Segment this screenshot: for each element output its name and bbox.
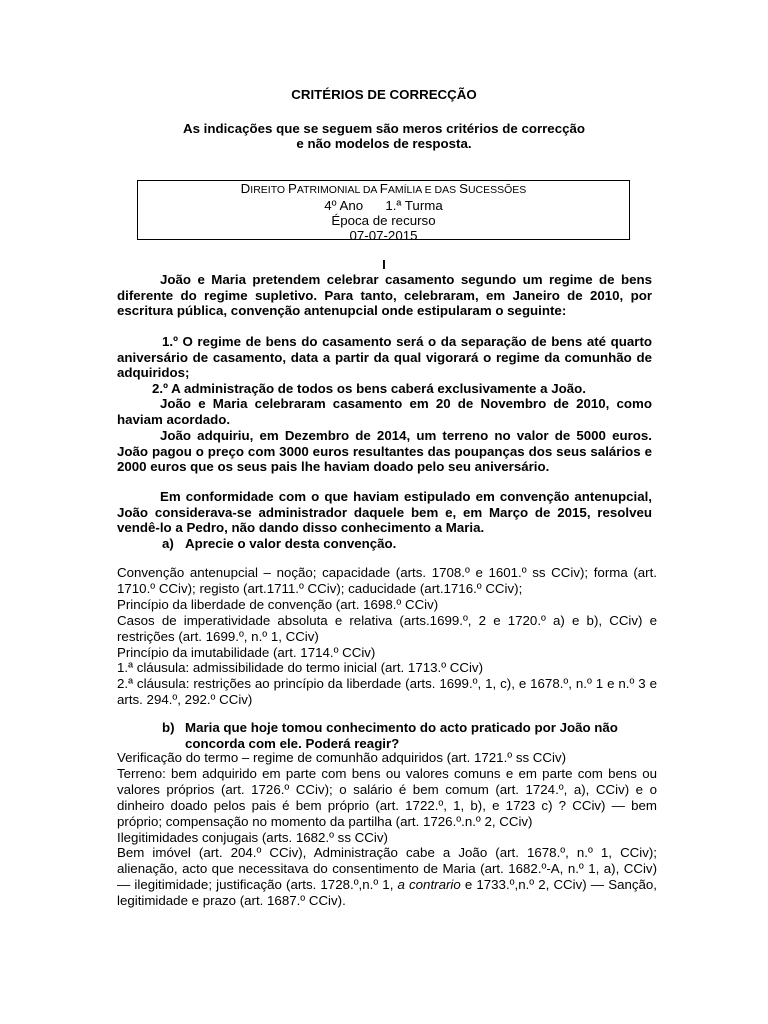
answer-a-line-3: Casos de imperatividade absoluta e relativa (arts.1699.º, 2 e 1720.º a) e b), CCiv) e restrições (art. 1699.º, n.º 1, CCiv) (117, 612, 657, 644)
answer-b-line-3: Ilegitimidades conjugais (arts. 1682.º ss CCiv) (117, 829, 388, 845)
answer-b-notes (117, 750, 657, 909)
course-class: 1.ª Turma (385, 198, 443, 213)
case-paragraph-1: João e Maria pretendem celebrar casamento segundo um regime de bens diferente do regime supletivo. Para tanto, celebraram, em Janeiro de 2010, por escritura pública, convenção antenupcial onde estipularam o seguinte: (117, 272, 652, 319)
answer-b-line-4: Bem imóvel (art. 204.º CCiv), Administração cabe a João (art. 1678.º, n.º 1, CCiv); alienação, acto que necessitava do consentimento de Maria (art. 1682.º-A, n.º 1, a), CCiv) — ilegitimidade; justificação (arts. 1728.º,n.º 1, a contrario e 1733.º,n.º 2, CCiv) — Sanção, legitimidade e prazo (art. 1687.º CCiv). (117, 845, 657, 909)
answer-a-line-5: 1.ª cláusula: admissibilidade do termo inicial (art. 1713.º CCiv) (117, 660, 483, 676)
course-info-box (137, 180, 630, 243)
answer-b-line-1: Verificação do termo – regime de comunhão adquiridos (art. 1721.º ss CCiv) (117, 750, 567, 765)
course-year: 4º Ano (324, 198, 364, 213)
latin-phrase: a contrario (397, 877, 461, 893)
disclaimer-line-2: e não modelos de resposta. (296, 136, 472, 151)
course-subject: DIREITO PATRIMONIAL DA FAMÍLIA E DAS SUCESSÕES (240, 181, 527, 196)
exam-session: Época de recurso (331, 213, 436, 228)
disclaimer-line-1: As indicações que se seguem são meros critérios de correcção (182, 121, 586, 136)
question-b-label: b) (162, 720, 175, 735)
section-number: I (382, 257, 386, 272)
case-paragraph-3: 2.º A administração de todos os bens caberá exclusivamente a João. (152, 381, 586, 396)
case-paragraph-4: João e Maria celebraram casamento em 20 de Novembro de 2010, como haviam acordado. (117, 396, 652, 427)
answer-a-line-6: 2.ª cláusula: restrições ao princípio da liberdade (arts. 1699.º, 1, c), e 1678.º, n.º 1 e n.º 3 e arts. 294.º, 292.º CCiv) (117, 676, 657, 708)
answer-a-line-2: Princípio da liberdade de convenção (art. 1698.º CCiv) (117, 596, 439, 612)
case-paragraph-5: João adquiriu, em Dezembro de 2014, um terreno no valor de 5000 euros. João pagou o preço com 3000 euros resultantes das poupanças dos seus salários e 2000 euros que os seus pais lhe haviam doado pelo seu aniversário. (117, 428, 652, 475)
answer-a-line-4: Princípio da imutabilidade (art. 1714.º CCiv) (117, 644, 376, 660)
answer-b-line-2: Terreno: bem adquirido em parte com bens ou valores comuns e em parte com bens ou valores próprios (art. 1726.º CCiv); o salário é bem comum (art. 1724.º, a), CCiv) e o dinheiro doado pelos pais é bem próprio (art. 1722.º, 1, b), e 1723 c) ? CCiv) — bem próprio; compensação no momento da partilha (art. 1726.º.n.º 2, CCiv) (117, 765, 657, 829)
question-b-text: Maria que hoje tomou conhecimento do acto praticado por João não concorda com ele. Poderá reagir? (185, 720, 618, 751)
answer-a-line-1: Convenção antenupcial – noção; capacidade (arts. 1708.º e 1601.º ss CCiv); forma (art. 1710.º CCiv); registo (art.1711.º CCiv); caducidade (art.1716.º CCiv); (117, 565, 657, 596)
question-a-label: a) (162, 536, 174, 551)
document-title: CRITÉRIOS DE CORRECÇÃO (291, 87, 477, 102)
case-paragraph-6: Em conformidade com o que haviam estipulado em convenção antenupcial, João considerava-se administrador daquele bem e, em Março de 2015, resolveu vendê-lo a Pedro, não dando disso conhecimento a Maria. (117, 489, 652, 536)
answer-a-notes (117, 565, 657, 708)
course-year-class (138, 198, 629, 213)
question-a-text: Aprecie o valor desta convenção. (185, 536, 397, 551)
exam-date: 07-07-2015 (349, 228, 418, 243)
case-paragraph-2: 1.º O regime de bens do casamento será o da separação de bens até quarto aniversário de casamento, data a partir da qual vigorará o regime da comunhão de adquiridos; (117, 334, 652, 381)
